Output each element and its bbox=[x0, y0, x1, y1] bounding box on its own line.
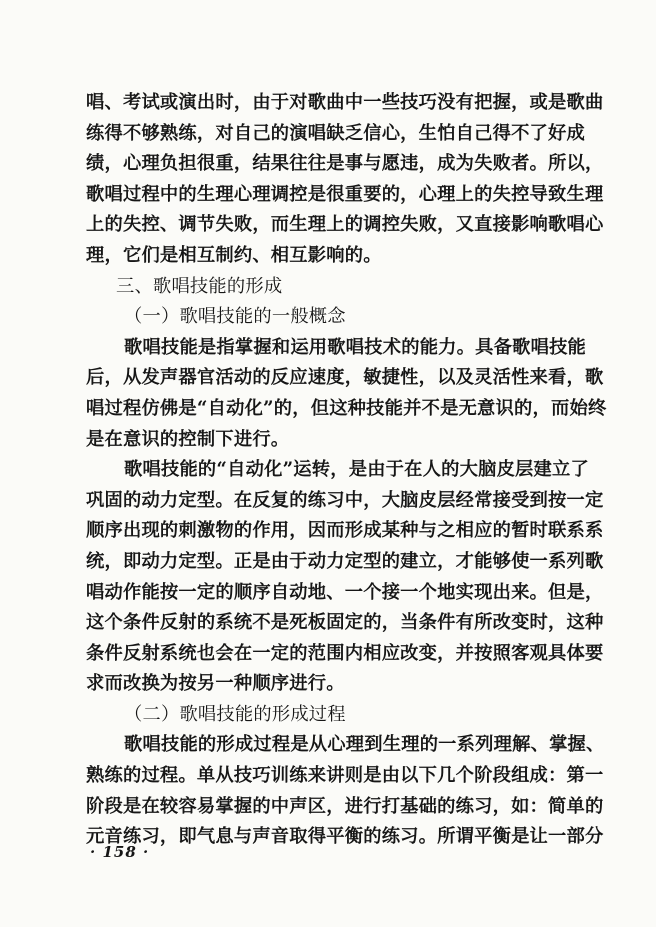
text-line: 唱动作能按一定的顺序自动地、一个接一个地实现出来。但是， bbox=[86, 581, 604, 603]
text-line: 求而改换为按另一种顺序进行。 bbox=[86, 673, 345, 695]
text-line: 歌唱过程中的生理心理调控是很重要的，心理上的失控导致生理 bbox=[86, 183, 604, 205]
text-line: 后，从发声器官活动的反应速度，敏捷性，以及灵活性来看，歌 bbox=[86, 367, 604, 389]
paragraph-start: 歌唱技能的“自动化”运转，是由于在人的大脑皮层建立了 bbox=[124, 459, 589, 481]
text-line: 上的失控、调节失败，而生理上的调控失败，又直接影响歌唱心 bbox=[86, 214, 604, 236]
text-line: 统，即动力定型。正是由于动力定型的建立，才能够使一系列歌 bbox=[86, 550, 604, 572]
text-line: 唱过程仿佛是“自动化”的，但这种技能并不是无意识的，而始终 bbox=[86, 397, 607, 419]
text-line: 是在意识的控制下进行。 bbox=[86, 428, 290, 450]
body-text bbox=[86, 88, 607, 853]
text-line: 元音练习，即气息与声音取得平衡的练习。所谓平衡是让一部分 bbox=[86, 826, 604, 848]
page-number: · 158 · bbox=[90, 843, 150, 861]
text-line: 这个条件反射的系统不是死板固定的，当条件有所改变时，这种 bbox=[86, 612, 604, 634]
subsection-heading: （一）歌唱技能的一般概念 bbox=[124, 306, 346, 328]
text-line: 练得不够熟练，对自己的演唱缺乏信心，生怕自己得不了好成 bbox=[86, 122, 585, 144]
text-line: 绩，心理负担很重，结果往往是事与愿违，成为失败者。所以， bbox=[86, 153, 604, 175]
paragraph-start: 歌唱技能是指掌握和运用歌唱技术的能力。具备歌唱技能 bbox=[124, 336, 587, 358]
subsection-heading: （二）歌唱技能的形成过程 bbox=[124, 703, 346, 725]
section-heading: 三、歌唱技能的形成 bbox=[116, 275, 283, 297]
text-line: 熟练的过程。单从技巧训练来讲则是由以下几个阶段组成：第一 bbox=[86, 765, 604, 787]
text-line: 阶段是在较容易掌握的中声区，进行打基础的练习，如：简单的 bbox=[86, 795, 604, 817]
text-line: 顺序出现的刺激物的作用，因而形成某种与之相应的暂时联系系 bbox=[86, 520, 604, 542]
text-line: 理，它们是相互制约、相互影响的。 bbox=[86, 244, 382, 266]
text-line: 唱、考试或演出时，由于对歌曲中一些技巧没有把握，或是歌曲 bbox=[86, 92, 604, 113]
text-line: 巩固的动力定型。在反复的练习中，大脑皮层经常接受到按一定 bbox=[86, 489, 604, 511]
text-line: 条件反射系统也会在一定的范围内相应改变，并按照客观具体要 bbox=[86, 642, 604, 664]
paragraph-start: 歌唱技能的形成过程是从心理到生理的一系列理解、掌握、 bbox=[124, 734, 605, 756]
